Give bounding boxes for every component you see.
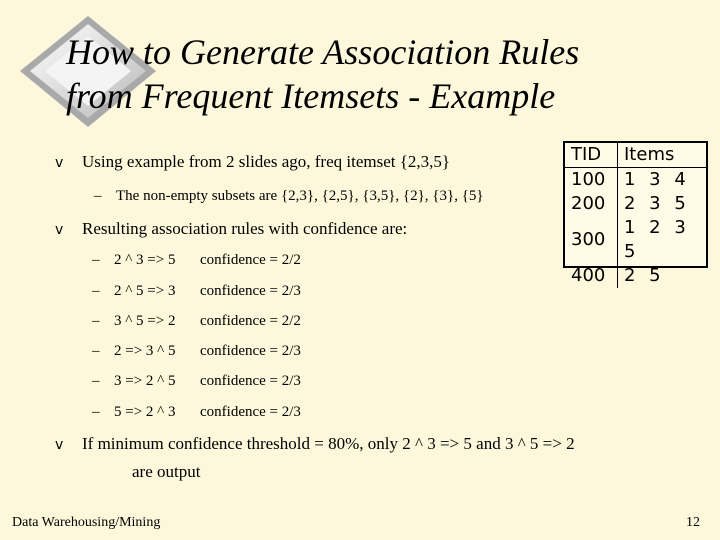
rule-text: 3 ^ 5 => 2 bbox=[114, 313, 176, 329]
rule-text: 2 ^ 3 => 5 bbox=[114, 252, 176, 268]
dash: – bbox=[92, 252, 100, 268]
dash: – bbox=[92, 373, 100, 389]
rule-confidence: confidence = 2/3 bbox=[200, 404, 301, 420]
dash: – bbox=[92, 283, 100, 299]
tid-cell: 400 bbox=[565, 264, 618, 288]
bullet-2-text: Resulting association rules with confidence are: bbox=[82, 219, 408, 238]
table-header-row bbox=[565, 143, 706, 168]
dash: – bbox=[92, 313, 100, 329]
title-line-2: from Frequent Itemsets - Example bbox=[66, 76, 556, 116]
rule-text: 2 ^ 5 => 3 bbox=[114, 283, 176, 299]
items-cell: 1 3 4 bbox=[624, 169, 690, 190]
tid-cell: 300 bbox=[565, 216, 618, 264]
page-number: 12 bbox=[686, 515, 700, 530]
items-cell: 1 2 3 5 bbox=[624, 217, 690, 262]
slide-title bbox=[66, 30, 706, 118]
bullet-1-text: Using example from 2 slides ago, freq itemset {2,3,5} bbox=[82, 152, 451, 171]
items-cell: 2 3 5 bbox=[624, 193, 690, 214]
items-header: Items bbox=[618, 143, 707, 168]
rule-item bbox=[92, 402, 301, 422]
rule-text: 3 => 2 ^ 5 bbox=[114, 373, 176, 389]
dash: – bbox=[92, 404, 100, 420]
footer-course-title: Data Warehousing/Mining bbox=[12, 515, 161, 530]
rule-confidence: confidence = 2/3 bbox=[200, 373, 301, 389]
dash: – bbox=[92, 343, 100, 359]
rule-item bbox=[92, 311, 301, 331]
rule-text: 5 => 2 ^ 3 bbox=[114, 404, 176, 420]
rule-text: 2 => 3 ^ 5 bbox=[114, 343, 176, 359]
title-line-1: How to Generate Association Rules bbox=[66, 32, 580, 72]
rule-item bbox=[92, 281, 301, 301]
rule-item bbox=[92, 371, 301, 391]
bullet-3-continuation: are output bbox=[132, 462, 201, 481]
tid-cell: 100 bbox=[565, 168, 618, 193]
tid-header: TID bbox=[565, 143, 618, 168]
table-row bbox=[565, 216, 706, 264]
dash: – bbox=[94, 188, 102, 204]
subsets-text: The non-empty subsets are {2,3}, {2,5}, {3,5}, {2}, {3}, {5} bbox=[116, 188, 484, 204]
bullet-icon: v bbox=[55, 437, 64, 453]
rule-confidence: confidence = 2/3 bbox=[200, 343, 301, 359]
rule-confidence: confidence = 2/2 bbox=[200, 313, 301, 329]
items-cell: 2 5 bbox=[624, 265, 665, 286]
rule-item bbox=[92, 341, 301, 361]
rule-confidence: confidence = 2/3 bbox=[200, 283, 301, 299]
bullet-3-text: If minimum confidence threshold = 80%, only 2 ^ 3 => 5 and 3 ^ 5 => 2 bbox=[82, 434, 575, 453]
tid-cell: 200 bbox=[565, 192, 618, 216]
table-row bbox=[565, 264, 706, 288]
rule-confidence: confidence = 2/2 bbox=[200, 252, 301, 268]
transaction-table bbox=[563, 141, 708, 286]
bullet-icon: v bbox=[55, 155, 64, 171]
bullet-1-sub bbox=[94, 186, 484, 206]
bullet-icon: v bbox=[55, 222, 64, 238]
table-row bbox=[565, 192, 706, 216]
table-row bbox=[565, 168, 706, 193]
rule-item bbox=[92, 250, 301, 270]
